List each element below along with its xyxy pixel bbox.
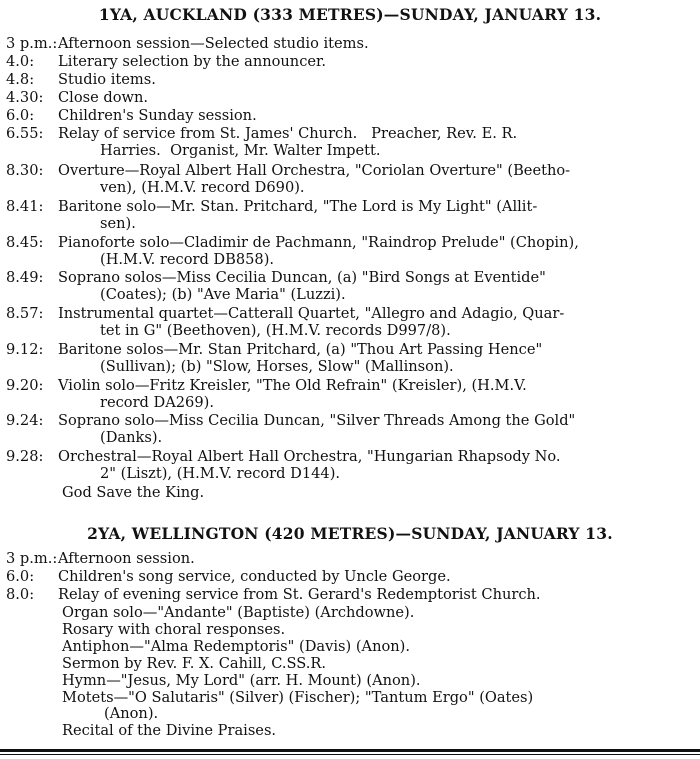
service-item: Sermon by Rev. F. X. Cahill, C.SS.R. — [62, 654, 327, 672]
service-item: Rosary with choral responses. — [62, 620, 286, 638]
section-heading-2ya: 2YA, WELLINGTON (420 METRES)—SUNDAY, JANUARY 13. — [87, 524, 613, 543]
bottom-rule — [0, 749, 700, 752]
program-time: 8.41: — [6, 198, 44, 215]
program-text: Overture—Royal Albert Hall Orchestra, "Coriolan Overture" (Beetho- — [58, 162, 571, 179]
program-text: Children's Sunday session. — [58, 107, 257, 124]
service-item: Motets—"O Salutaris" (Silver) (Fischer); "Tantum Ergo" (Oates) — [62, 688, 534, 706]
program-text: Relay of evening service from St. Gerard's Redemptorist Church. — [58, 586, 541, 603]
program-text: Close down. — [58, 89, 149, 106]
program-text: Studio items. — [58, 71, 156, 88]
program-time: 8.57: — [6, 305, 44, 322]
program-text: Pianoforte solo—Cladimir de Pachmann, "Raindrop Prelude" (Chopin), — [58, 234, 579, 251]
service-item: Organ solo—"Andante" (Baptiste) (Archdowne). — [62, 604, 415, 621]
program-time: 6.0: — [6, 568, 35, 585]
program-time: 9.20: — [6, 377, 44, 394]
program-text-continued: tet in G" (Beethoven), (H.M.V. records D997/8). — [100, 321, 451, 339]
program-text-continued: record DA269). — [100, 393, 214, 411]
program-time: 6.0: — [6, 107, 35, 124]
program-text-continued: (Sullivan); (b) "Slow, Horses, Slow" (Mallinson). — [100, 357, 454, 375]
service-item-continued: (Anon). — [104, 705, 159, 723]
program-time: 8.49: — [6, 269, 44, 286]
program-text: Literary selection by the announcer. — [58, 53, 327, 70]
program-time: 9.28: — [6, 448, 44, 465]
program-text-continued: sen). — [100, 214, 136, 232]
program-time: 4.8: — [6, 71, 35, 88]
program-text: Soprano solo—Miss Cecilia Duncan, "Silver Threads Among the Gold" — [58, 412, 576, 429]
program-text: Children's song service, conducted by Uncle George. — [58, 568, 451, 585]
program-time: 8.45: — [6, 234, 44, 251]
service-item: Hymn—"Jesus, My Lord" (arr. H. Mount) (Anon). — [62, 671, 421, 689]
program-text: Baritone solo—Mr. Stan. Pritchard, "The Lord is My Light" (Allit- — [58, 198, 538, 215]
program-text: Soprano solos—Miss Cecilia Duncan, (a) "Bird Songs at Eventide" — [58, 269, 546, 286]
program-text: Afternoon session—Selected studio items. — [58, 35, 369, 52]
program-time: 3 p.m.: — [6, 550, 58, 567]
program-text-continued: (H.M.V. record DB858). — [100, 250, 275, 268]
service-item: Antiphon—"Alma Redemptoris" (Davis) (Anon). — [62, 637, 410, 655]
program-time: 8.30: — [6, 162, 44, 179]
program-text-continued: Harries. Organist, Mr. Walter Impett. — [100, 141, 381, 159]
program-time: 6.55: — [6, 125, 44, 142]
program-time: 9.24: — [6, 412, 44, 429]
service-item: Recital of the Divine Praises. — [62, 722, 277, 740]
program-text-continued: (Coates); (b) "Ave Maria" (Luzzi). — [100, 285, 346, 303]
program-time: 4.30: — [6, 89, 44, 106]
closing-line: God Save the King. — [62, 484, 205, 501]
program-time: 8.0: — [6, 586, 35, 603]
program-time: 9.12: — [6, 341, 44, 358]
program-text-continued: 2" (Liszt), (H.M.V. record D144). — [100, 464, 341, 482]
program-text: Baritone solos—Mr. Stan Pritchard, (a) "Thou Art Passing Hence" — [58, 341, 543, 358]
program-time: 3 p.m.: — [6, 35, 58, 52]
program-text: Relay of service from St. James' Church. Preacher, Rev. E. R. — [58, 125, 518, 142]
section-heading-1ya: 1YA, AUCKLAND (333 METRES)—SUNDAY, JANUARY 13. — [98, 5, 602, 24]
program-text-continued: ven), (H.M.V. record D690). — [100, 178, 305, 196]
bottom-rule-thin — [0, 754, 700, 755]
program-text: Orchestral—Royal Albert Hall Orchestra, "Hungarian Rhapsody No. — [58, 448, 561, 465]
program-text-continued: (Danks). — [100, 428, 163, 446]
program-text: Afternoon session. — [58, 550, 195, 567]
program-time: 4.0: — [6, 53, 35, 70]
program-text: Instrumental quartet—Catterall Quartet, "Allegro and Adagio, Quar- — [58, 305, 565, 322]
program-text: Violin solo—Fritz Kreisler, "The Old Refrain" (Kreisler), (H.M.V. — [58, 377, 527, 394]
